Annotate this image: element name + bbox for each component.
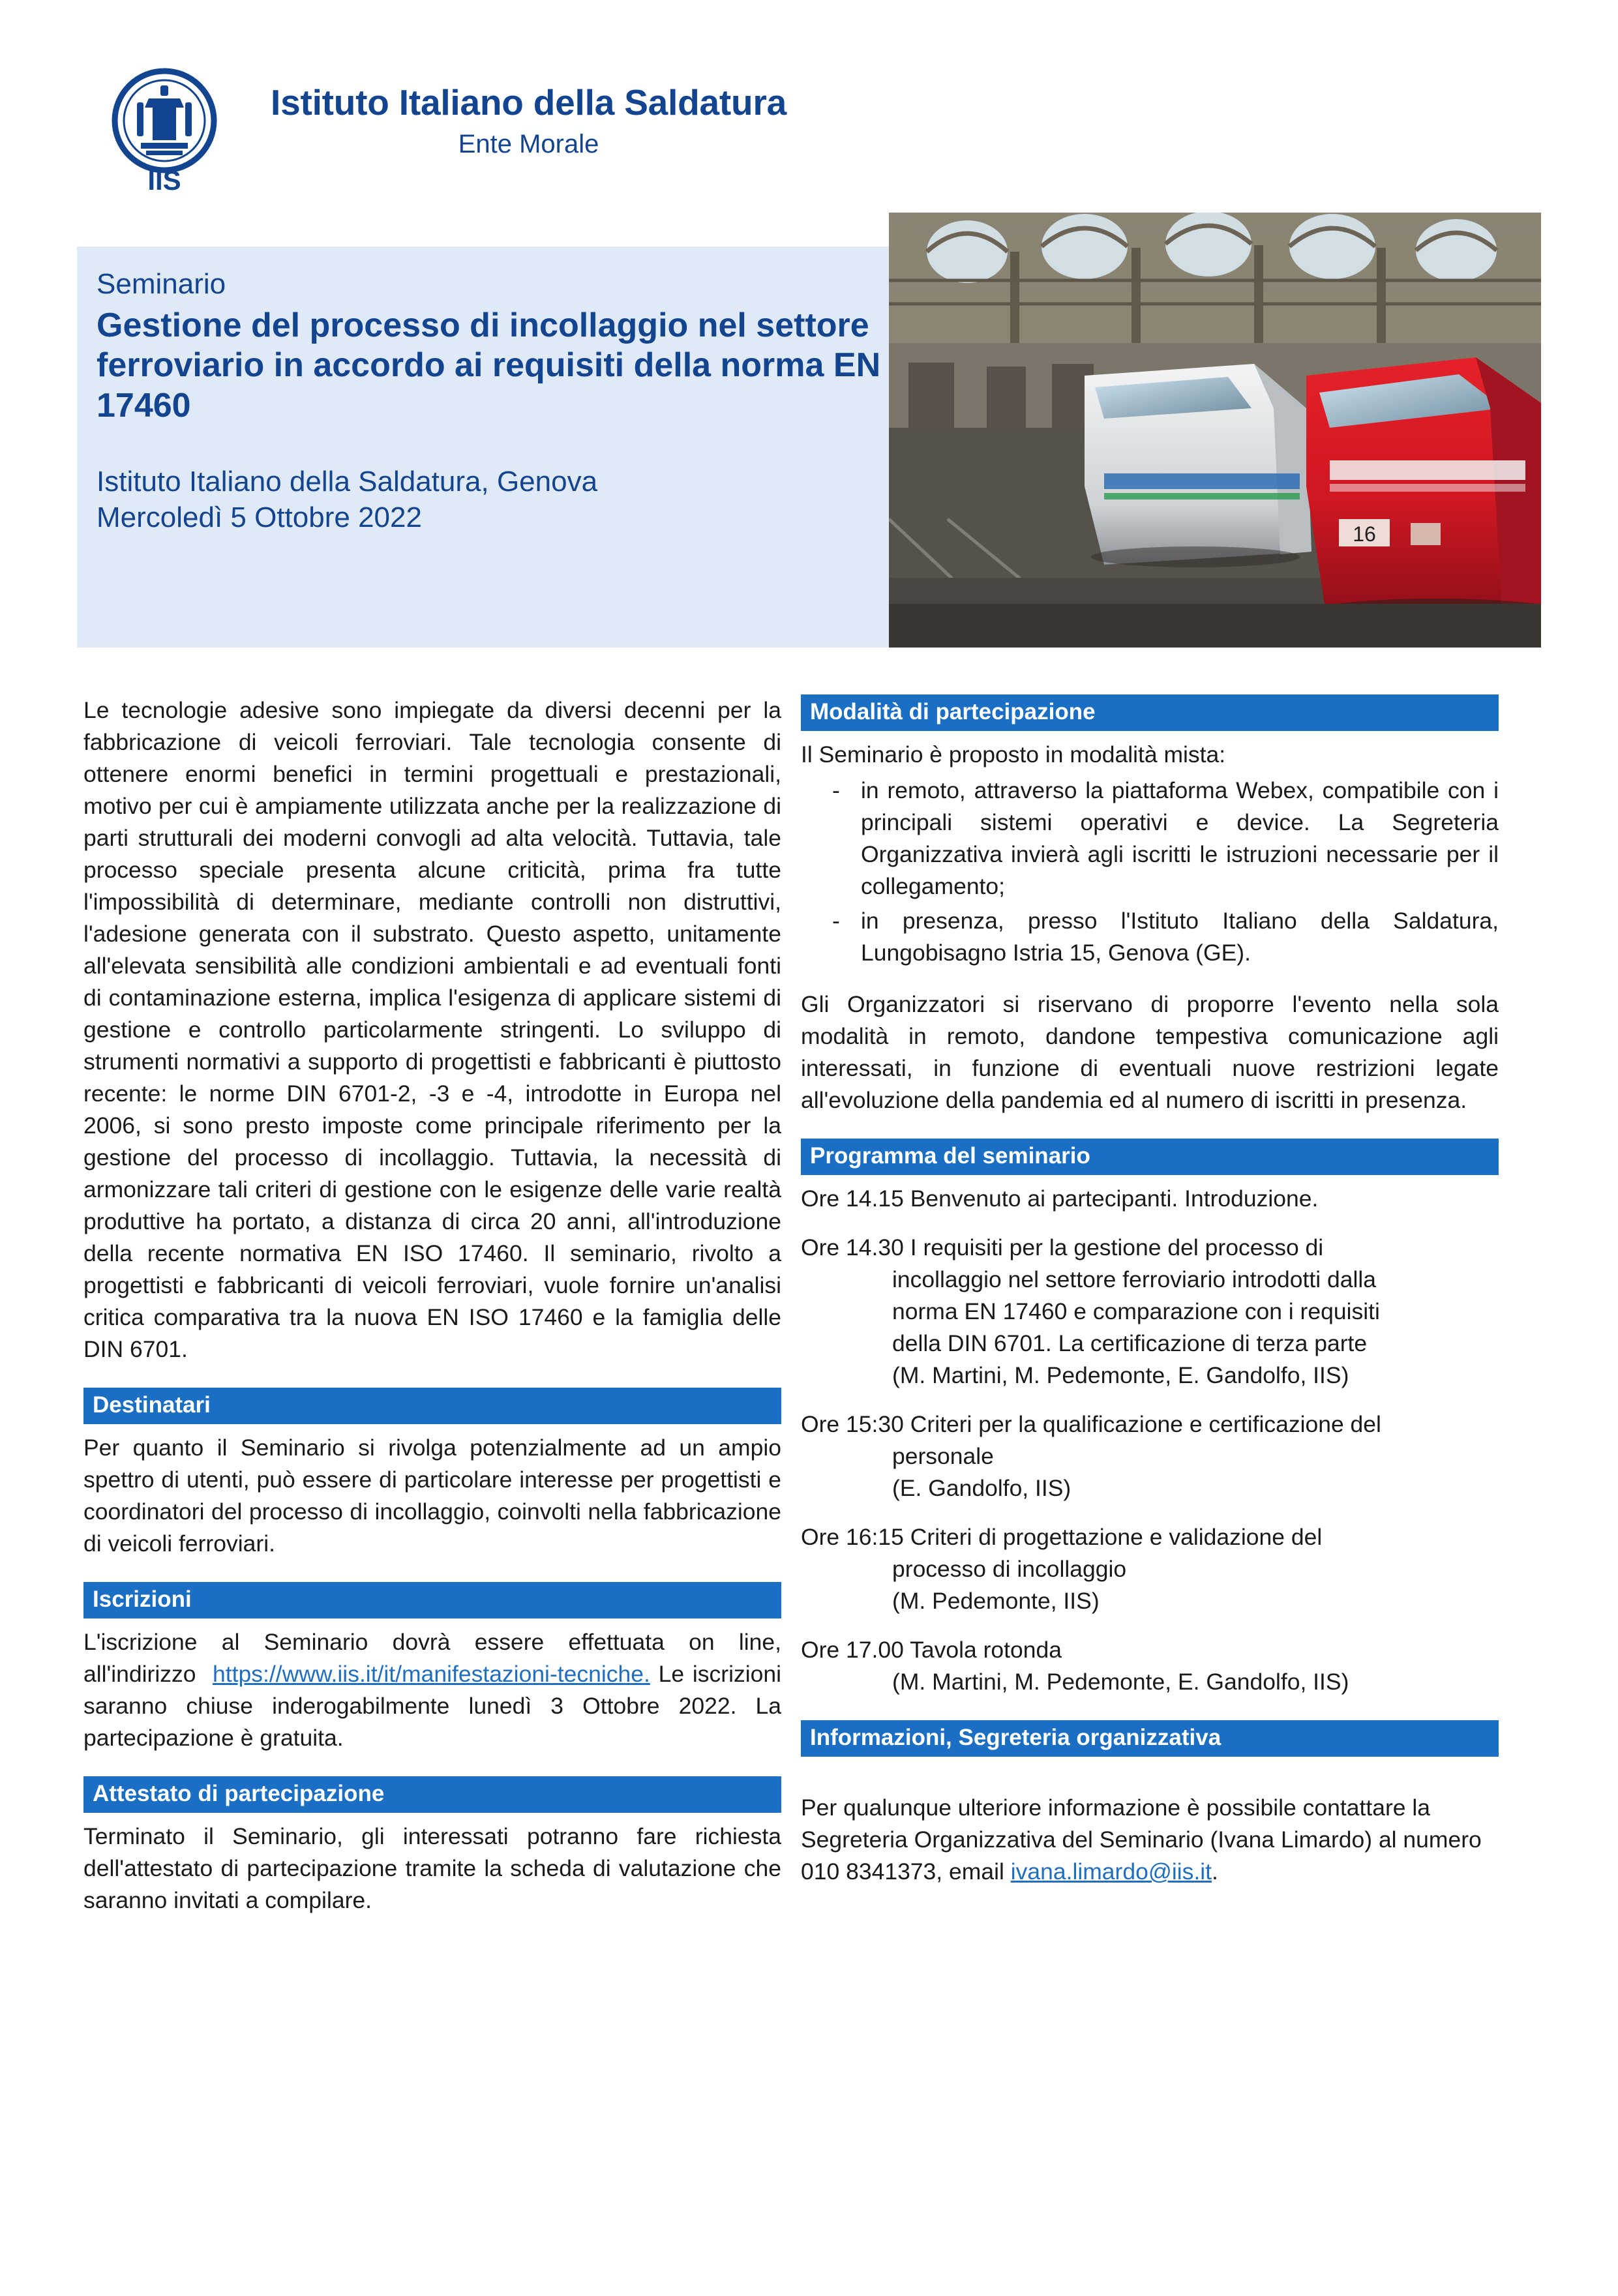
section-heading-iscrizioni: Iscrizioni [83,1582,781,1618]
left-column [83,694,781,1916]
program-entry [801,1409,1499,1504]
organization-subtitle: Ente Morale [458,130,599,158]
iscrizioni-text-part2: Le iscrizioni saranno chiuse inderogabilmente lunedì 3 Ottobre 2022. La partecipazione è gratuita. [83,1661,781,1752]
program-entry-authors: (M. Martini, M. Pedemonte, E. Gandolfo, IIS) [892,1362,1349,1389]
attestato-text: Terminato il Seminario, gli interessati potranno fare richiesta dell'attestato di partecipazione tramite la scheda di valutazione che saranno invitati a compilare. [83,1823,781,1914]
list-item-text: in presenza, presso l'Istituto Italiano della Saldatura, Lungobisagno Istria 15, Genova (GE). [861,908,1499,966]
program-entry-main: Ore 16:15 Criteri di progettazione e validazione del [801,1524,1323,1551]
section-heading-attestato: Attestato di partecipazione [83,1776,781,1813]
list-item [801,775,1499,902]
program-entry-cont: norma EN 17460 e comparazione con i requisiti [892,1298,1380,1325]
iscrizioni-link[interactable]: https://www.iis.it/it/manifestazioni-tecniche. [213,1661,650,1688]
svg-text:IIS: IIS [147,165,181,196]
program-entry-main: Ore 17.00 Tavola rotonda [801,1637,1062,1663]
program-entry-authors: (M. Pedemonte, IIS) [892,1588,1100,1615]
program-entry [801,1183,1499,1215]
program-entry-authors: (M. Martini, M. Pedemonte, E. Gandolfo, IIS) [892,1669,1349,1695]
program-entry [801,1521,1499,1617]
list-item [801,905,1499,969]
spacer [801,1765,1499,1792]
modalita-note: Gli Organizzatori si riservano di proporre l'evento nella sola modalità in remoto, dandone tempestiva comunicazione agli interessati, in funzione di eventuali nuove restrizioni legate all'evoluzione della pandemia ed al numero di iscritti in presenza. [801,991,1499,1114]
document-header [98,62,959,199]
venue-line: Istituto Italiano della Saldatura, Genova [97,465,598,498]
seminar-kicker: Seminario [97,268,226,300]
program-entry-cont: processo di incollaggio [892,1556,1127,1583]
section-heading-informazioni: Informazioni, Segreteria organizzativa [801,1720,1499,1757]
program-entry-cont: della DIN 6701. La certificazione di terza parte [892,1330,1368,1357]
iscrizioni-text-part1: L'iscrizione al Seminario dovrà essere effettuata on line, all'indirizzo [83,1629,781,1688]
modalita-intro: Il Seminario è proposto in modalità mista: [801,741,1226,768]
informazioni-text [801,1792,1499,1888]
program-entry-main: Ore 14.30 I requisiti per la gestione del processo di [801,1234,1324,1261]
page-title: Gestione del processo di incollaggio nel settore ferroviario in accordo ai requisiti della norma EN 17460 [97,306,881,425]
intro-paragraph: Le tecnologie adesive sono impiegate da diversi decenni per la fabbricazione di veicoli ferroviari. Tale tecnologia consente di ottenere enormi benefici in termini progettuali e prestazionali, motivo per cui è ampiamente utilizzata anche per la realizzazione di parti strutturali dei moderni convogli ad alta velocità. Tuttavia, tale processo speciale presenta alcune criticità, prima fra tutte l'impossibilità di determinare, mediante controlli non distruttivi, l'adesione generata con il substrato. Questo aspetto, unitamente all'elevata sensibilità alle condizioni ambientali e ad eventuali fonti di contaminazione esterna, implica l'esigenza di applicare sistemi di gestione e controllo particolarmente stringenti. Lo sviluppo di strumenti normativi a supporto di progettisti e fabbricanti è piuttosto recente: le norme DIN 6701-2, -3 e -4, introdotte in Europa nel 2006, si sono presto imposte come principale riferimento per la gestione del processo di incollaggio. Tuttavia, la necessità di armonizzare tali criteri di gestione con le esigenze delle varie realtà produttive ha portato, a distanza di circa 20 anni, all'introduzione della recente normativa EN ISO 17460. Il seminario, rivolto a progettisti e fabbricanti di veicoli ferroviari, vuole fornire un'analisi critica comparativa tra la nuova EN ISO 17460 e la famiglia delle DIN 6701. [83,697,781,1362]
program-entry-cont: incollaggio nel settore ferroviario introdotti dalla [892,1266,1376,1293]
contact-email-link[interactable]: ivana.limardo@iis.it [1010,1858,1212,1885]
list-item-text: in remoto, attraverso la piattaforma Webex, compatibile con i principali sistemi operativi e device. La Segreteria Organizzativa invierà agli iscritti le istruzioni necessarie per il collegamento; [861,777,1499,900]
title-band [77,246,1541,648]
dash-marker-icon: - [832,908,840,934]
program-entry-main: Ore 15:30 Criteri per la qualificazione e certificazione del [801,1411,1381,1438]
program-entry-authors: (E. Gandolfo, IIS) [892,1475,1071,1502]
program-entry [801,1634,1499,1698]
organization-name: Istituto Italiano della Saldatura [271,82,787,123]
destinatari-text: Per quanto il Seminario si rivolga potenzialmente ad un ampio spettro di utenti, può essere di particolare interesse per progettisti e coordinatori del processo di incollaggio, coinvolti nella fabbricazione di veicoli ferroviari. [83,1434,781,1557]
program-entry-cont: personale [892,1443,994,1470]
section-heading-programma: Programma del seminario [801,1139,1499,1175]
iis-logo-icon [98,62,232,196]
date-line: Mercoledì 5 Ottobre 2022 [97,501,422,533]
informazioni-text-part1: Per qualunque ulteriore informazione è possibile contattare la Segreteria Organizzativa del Seminario (Ivana Limardo) al numero 010 8341373, email [801,1795,1482,1885]
section-heading-destinatari: Destinatari [83,1388,781,1424]
train-photo [889,213,1541,648]
header-text-block [271,62,787,159]
svg-text:16: 16 [1353,522,1376,546]
iscrizioni-text [83,1626,781,1754]
informazioni-text-part2: . [1212,1858,1218,1885]
program-entry [801,1232,1499,1392]
right-column [801,694,1499,1888]
dash-marker-icon: - [832,777,840,804]
modalita-list [801,775,1499,969]
section-heading-modalita: Modalità di partecipazione [801,694,1499,731]
program-entry-main: Ore 14.15 Benvenuto ai partecipanti. Introduzione. [801,1185,1319,1212]
title-text-block [97,267,957,535]
